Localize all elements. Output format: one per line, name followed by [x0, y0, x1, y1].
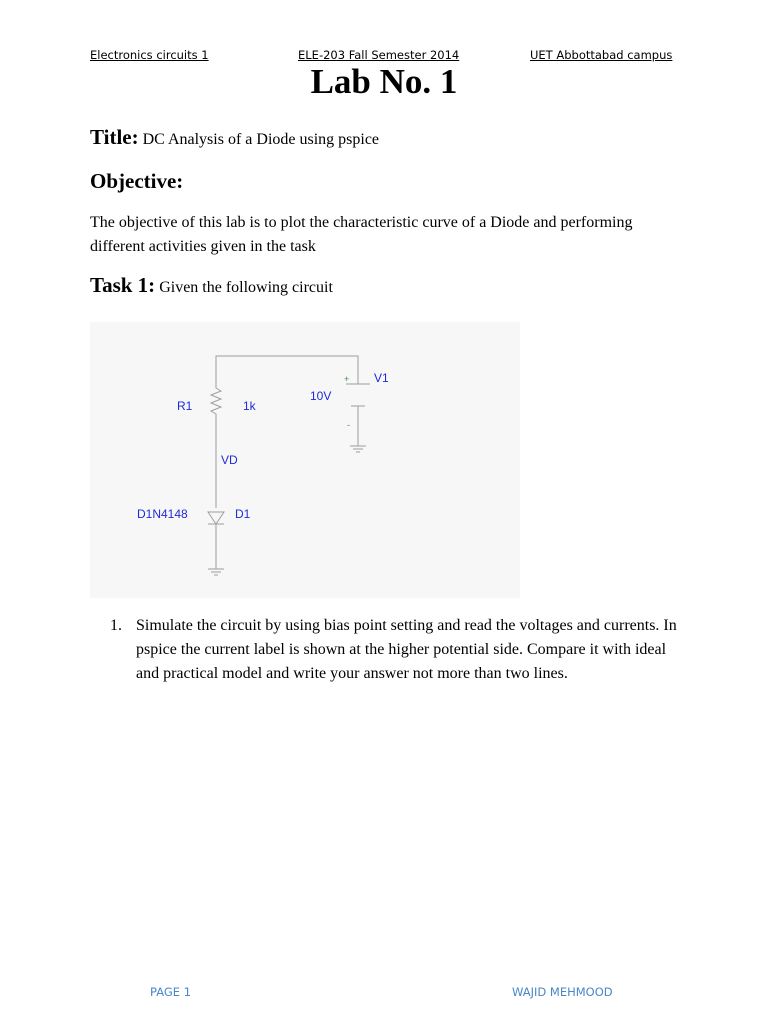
resistor-r1	[211, 382, 221, 418]
task-item	[90, 614, 680, 686]
header-course-name: Electronics circuits 1	[90, 48, 209, 62]
diode-d1	[208, 512, 224, 524]
label-diode-d1: D1	[235, 507, 251, 521]
footer-author: WAJID MEHMOOD	[512, 985, 613, 999]
label-r1-value: 1k	[243, 399, 256, 413]
task1-label: Task 1:	[90, 273, 156, 297]
footer-page-number: PAGE 1	[150, 985, 192, 999]
objective-text: The objective of this lab is to plot the characteristic curve of a Diode and performing different activities given in the task	[90, 214, 633, 255]
task-list	[90, 614, 680, 686]
top-wire	[216, 356, 358, 384]
label-v1: V1	[374, 371, 389, 385]
label-r1: R1	[177, 399, 193, 413]
objective-heading: Objective:	[90, 169, 184, 193]
circuit-diagram	[90, 322, 520, 598]
label-v1-value: 10V	[310, 389, 332, 403]
label-diode-model: D1N4148	[137, 507, 188, 521]
task1-text: Given the following circuit	[159, 279, 333, 296]
title-label: Title:	[90, 125, 139, 149]
task1-line	[90, 273, 333, 298]
header-campus: UET Abbottabad campus	[530, 48, 673, 62]
ground-symbol-battery	[350, 446, 366, 452]
label-minus: -	[347, 420, 350, 430]
header-course-code: ELE-203 Fall Semester 2014	[298, 48, 460, 62]
task-item-number: 1.	[110, 617, 122, 634]
label-node-vd: VD	[221, 453, 238, 467]
task-item-text: Simulate the circuit by using bias point setting and read the voltages and currents. In pspice the current label is shown at the higher potential side. Compare it with ideal and practical model and write your answer not more than two lines.	[136, 617, 677, 682]
lab-title: Lab No. 1	[310, 62, 458, 101]
label-plus: +	[344, 374, 350, 384]
title-text: DC Analysis of a Diode using pspice	[142, 131, 380, 148]
ground-symbol-diode	[208, 569, 224, 575]
title-line	[90, 125, 379, 150]
